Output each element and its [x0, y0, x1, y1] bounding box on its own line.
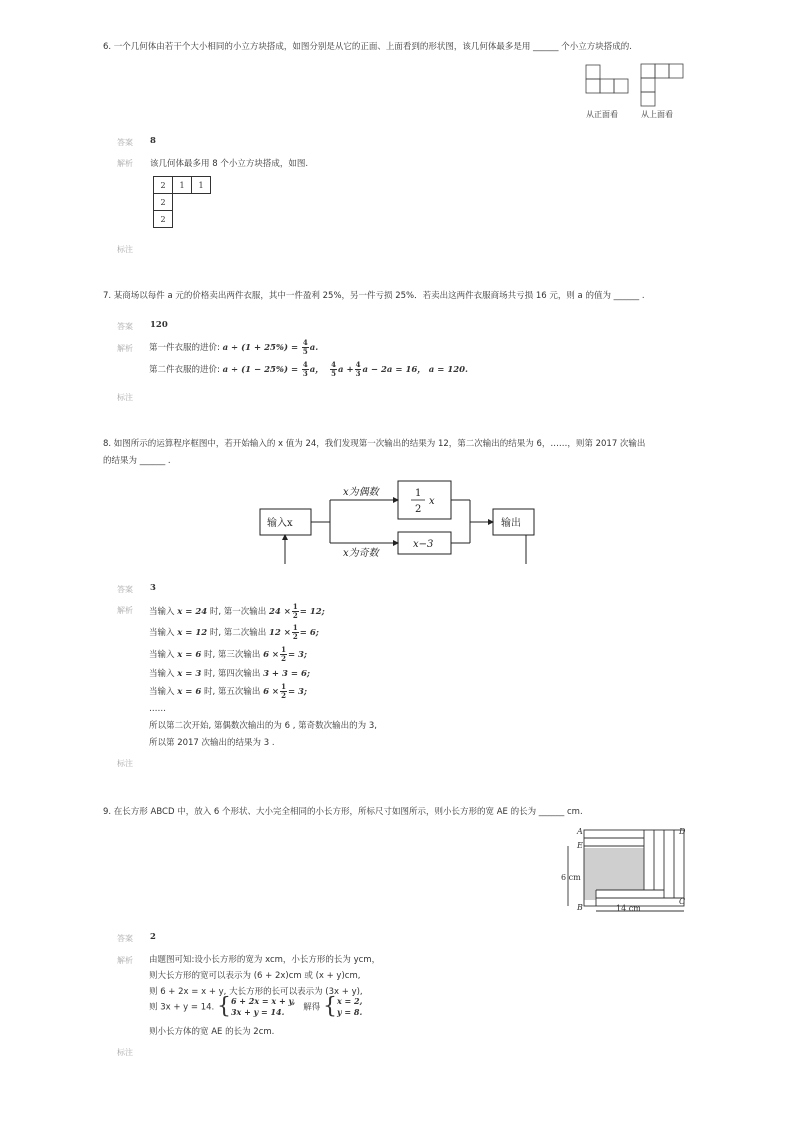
q9-analysis-line2: 则大长方形的宽可以表示为 (6 + 2x)cm 或 (x + y)cm,: [149, 971, 361, 981]
q6-analysis: 该几何体最多用 8 个小立方块搭成，如图.: [150, 159, 309, 169]
label-6cm: 6 cm: [561, 873, 581, 882]
q7-note-tag: 标注: [117, 393, 133, 402]
flow-input-label: 输入x: [267, 518, 293, 529]
q6-solution-grid: [153, 176, 211, 228]
grid-cell: 1: [173, 177, 192, 194]
grid-cell: 1: [192, 177, 211, 194]
flow-odd-label: x为奇数: [343, 548, 379, 559]
q6-answer-tag: 答案: [117, 138, 133, 147]
q8-dots: ……: [149, 704, 166, 714]
q9-rectangle-figure: [560, 824, 690, 916]
label-E: E: [577, 841, 583, 850]
q9-stem: 9. 在长方形 ABCD 中，放入 6 个形状、大小完全相同的小长方形，所标尺寸如图所示，则小长方形的宽 AE 的长为 ______ cm.: [103, 807, 583, 817]
grid-cell: 2: [154, 194, 173, 211]
q7-answer: 120: [150, 320, 168, 330]
q7-line2-prefix: 第二件衣服的进价:: [149, 365, 220, 375]
q7-line2-tail: a，: [309, 365, 324, 375]
q7-line1-math: a ÷ (1 + 25%) =: [222, 343, 299, 353]
q7-line2-frac-b: $\frac{4}{3}$: [355, 360, 361, 378]
q7-line1-prefix: 第一件衣服的进价:: [149, 343, 220, 353]
q9-analysis-line1: 由题图可知:设小长方形的宽为 xcm，小长方形的长为 ycm，: [149, 955, 381, 965]
label-D: D: [679, 827, 686, 836]
label-14cm: 14 cm: [616, 904, 641, 913]
q8-stem-line1: 8. 如图所示的运算程序框图中，若开始输入的 x 值为 24，我们发现第一次输出的结果为 12，第二次输出的结果为 6，……，则第 2017 次输出: [103, 439, 646, 449]
q7-analysis-line2: 第二件衣服的进价: a ÷ (1 − 25%) = $\frac{4}{3}$ a， $\frac{4}{5}$ a + $\frac{4}{3}$ a − 2a = 16， a = 120.: [149, 360, 469, 378]
flow-even-label: x为偶数: [343, 487, 379, 498]
grid-cell: 2: [154, 177, 173, 194]
q9-answer: 2: [150, 932, 156, 942]
q6-caption-top: 从上面看: [641, 110, 673, 119]
q8-step-2: 当输入 x = 12 时, 第二次输出 12 × $\frac{1}{2}$ = 6;: [149, 623, 319, 641]
flow-output-label: 输出: [501, 518, 521, 529]
q8-conclusion-2: 所以第 2017 次输出的结果为 3 .: [149, 738, 275, 748]
q8-stem-line2: 的结果为 ______ .: [103, 456, 171, 466]
q7-line2-frac-a: $\frac{4}{5}$: [331, 360, 336, 378]
q7-answer-tag: 答案: [117, 322, 133, 331]
flow-even-var: x: [429, 496, 435, 507]
q6-note-tag: 标注: [117, 245, 133, 254]
q7-analysis-line1: [149, 339, 318, 356]
q7-stem: 7. 某商场以每件 a 元的价格卖出两件衣服，其中一件盈利 25%，另一件亏损 25%．若卖出这两件衣服商场共亏损 16 元，则 a 的值为 ______ .: [103, 291, 645, 301]
q6-analysis-tag: 解析: [117, 159, 133, 168]
q8-answer: 3: [150, 583, 156, 593]
flow-odd-op: x−3: [413, 539, 434, 550]
q9-answer-tag: 答案: [117, 934, 133, 943]
q7-line2-equation: a − 2a = 16， a = 120.: [362, 365, 469, 375]
q7-line1-tail: a.: [309, 343, 319, 353]
q8-step-4: 当输入 x = 3 时, 第四次输出 3 + 3 = 6;: [149, 669, 311, 679]
q9-l4-pre: 则 3x + y = 14.: [149, 1002, 215, 1013]
label-B: B: [577, 903, 583, 912]
q7-line1-fraction: $\frac{4}{5}$: [302, 338, 308, 356]
q8-step-3: 当输入 x = 6 时, 第三次输出 6 × $\frac{1}{2}$ = 3;: [149, 645, 308, 663]
q7-line2-fraction: $\frac{4}{3}$: [302, 360, 308, 378]
q7-analysis-tag: 解析: [117, 344, 133, 353]
grid-cell: 2: [154, 211, 173, 228]
q7-line2-math: a ÷ (1 − 25%) =: [222, 365, 299, 375]
q6-answer: 8: [150, 136, 156, 146]
q9-analysis-line4: 则 3x + y = 14. { 6 + 2x = x + y, 3x + y = 14. 解得 { x = 2, y = 8.: [149, 994, 363, 1019]
flow-even-num: 1: [415, 488, 422, 499]
q8-step-1: 当输入 x = 24 时, 第一次输出 24 × $\frac{1}{2}$ = 12;: [149, 602, 325, 620]
q8-conclusion-1: 所以第二次开始, 第偶数次输出的为 6 , 第奇数次输出的为 3,: [149, 721, 377, 731]
q9-equation-system: 6 + 2x = x + y, 3x + y = 14.: [230, 996, 296, 1017]
q9-note-tag: 标注: [117, 1048, 133, 1057]
q8-step-5: 当输入 x = 6 时, 第五次输出 6 × $\frac{1}{2}$ = 3;: [149, 682, 308, 700]
q8-note-tag: 标注: [117, 759, 133, 768]
q8-flowchart: [255, 476, 537, 566]
q8-analysis-tag: 解析: [117, 606, 133, 615]
q6-views-figure: [584, 62, 688, 120]
q9-analysis-tag: 解析: [117, 956, 133, 965]
q6-caption-front: 从正面看: [586, 110, 618, 119]
label-C: C: [679, 897, 686, 906]
flow-even-den: 2: [415, 504, 422, 515]
q6-stem: 6. 一个几何体由若干个大小相同的小立方块搭成，如图分别是从它的正面、上面看到的形状图，该几何体最多是用 ______ 个小立方块搭成的.: [103, 42, 632, 52]
q9-l4-mid: 解得: [303, 1002, 321, 1013]
q8-answer-tag: 答案: [117, 585, 133, 594]
q9-analysis-line3: 则 6 + 2x = x + y, 大长方形的长可以表示为 (3x + y),: [149, 987, 363, 997]
q9-analysis-line5: 则小长方体的宽 AE 的长为 2cm.: [149, 1027, 275, 1037]
label-A: A: [577, 827, 583, 836]
q9-solution-system: x = 2, y = 8.: [336, 996, 363, 1017]
